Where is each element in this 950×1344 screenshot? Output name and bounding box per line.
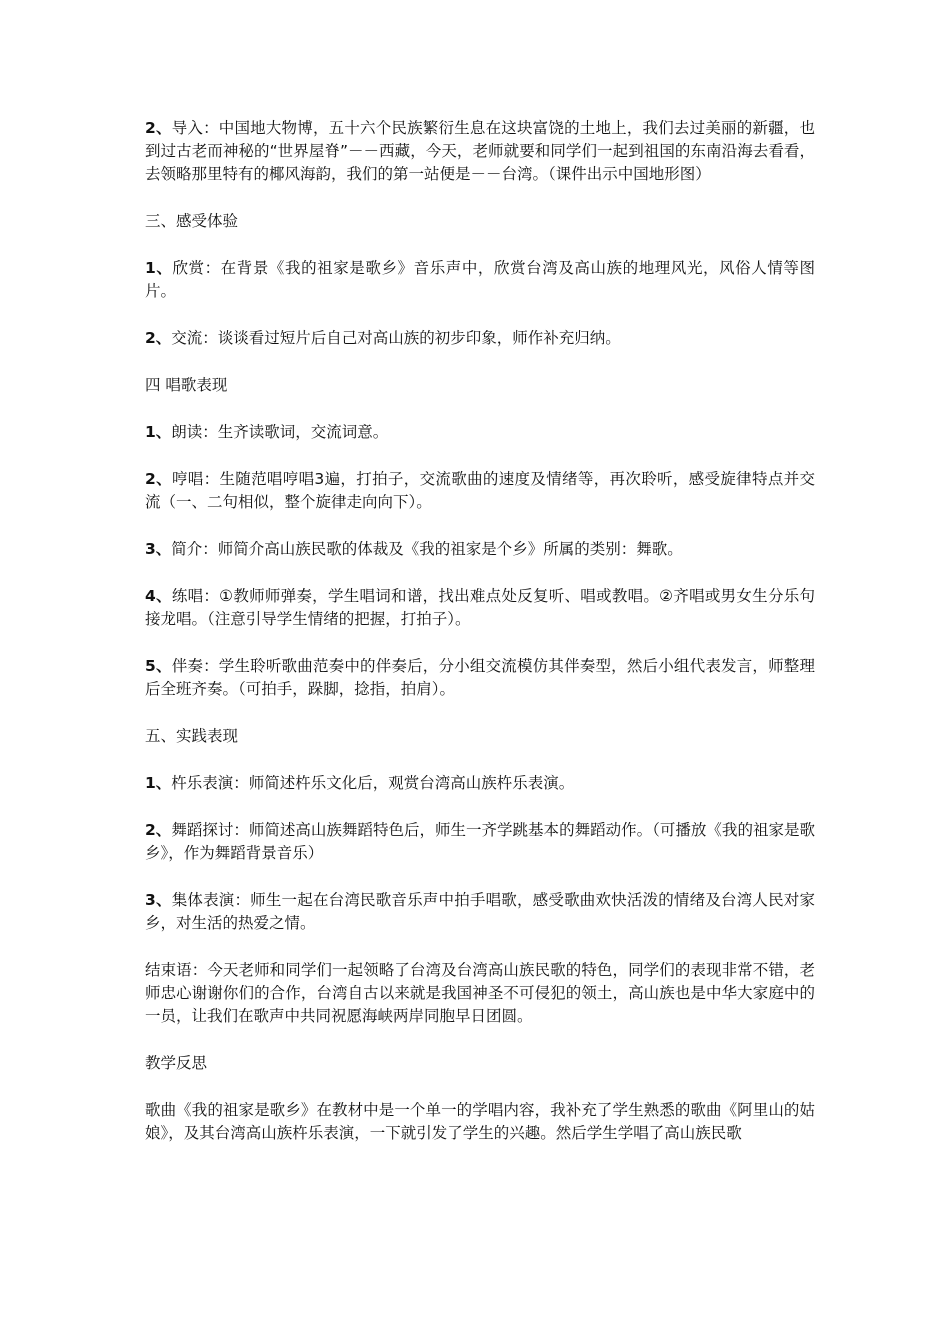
- item-number: 2、: [145, 470, 172, 488]
- item-number: 1、: [145, 259, 173, 277]
- paragraph-text: 集体表演：师生一起在台湾民歌音乐声中拍手唱歌，感受歌曲欢快活泼的情绪及台湾人民对家乡，对生活的热爱之情。: [145, 891, 815, 932]
- paragraph-text: 欣赏：在背景《我的祖家是歌乡》音乐声中，欣赏台湾及高山族的地理风光，风俗人情等图片。: [145, 259, 815, 300]
- paragraph-text: 歌曲《我的祖家是歌乡》在教材中是一个单一的学唱内容，我补充了学生熟悉的歌曲《阿里山的姑娘》，及其台湾高山族杵乐表演，一下就引发了学生的兴趣。然后学生学唱了高山族民歌: [145, 1101, 815, 1142]
- paragraph-reading: [145, 421, 815, 444]
- paragraph-text: 导入：中国地大物博，五十六个民族繁衍生息在这块富饶的土地上，我们去过美丽的新疆，也到过古老而神秘的“世界屋脊”－－西藏，今天，老师就要和同学们一起到祖国的东南沿海去看看，去领略那里特有的椰风海韵，我们的第一站便是－－台湾。（课件出示中国地形图）: [145, 119, 815, 183]
- paragraph-closing-remarks: [145, 959, 815, 1028]
- paragraph-introduction: [145, 538, 815, 561]
- paragraph-text: 杵乐表演：师简述杵乐文化后，观赏台湾高山族杵乐表演。: [171, 774, 575, 792]
- item-number: 4、: [145, 587, 172, 605]
- item-number: 2、: [145, 329, 172, 347]
- item-number: 1、: [145, 423, 172, 441]
- paragraph-practice: [145, 585, 815, 631]
- section-heading-practice: 五、实践表现: [145, 727, 239, 745]
- item-number: 1、: [145, 774, 172, 792]
- item-number: 2、: [145, 119, 172, 137]
- paragraph-text: 结束语：今天老师和同学们一起领略了台湾及台湾高山族民歌的特色，同学们的表现非常不错，老师忠心谢谢你们的合作，台湾自古以来就是我国神圣不可侵犯的领土，高山族也是中华大家庭中的一员，让我们在歌声中共同祝愿海峡两岸同胞早日团圆。: [145, 961, 815, 1025]
- paragraph-text: 舞蹈探讨：师简述高山族舞蹈特色后，师生一齐学跳基本的舞蹈动作。（可播放《我的祖家是歌乡》，作为舞蹈背景音乐）: [145, 821, 815, 862]
- paragraph-text: 交流：谈谈看过短片后自己对高山族的初步印象，师作补充归纳。: [171, 329, 621, 347]
- item-number: 2、: [145, 821, 172, 839]
- paragraph-text: 简介：师简介高山族民歌的体裁及《我的祖家是个乡》所属的类别：舞歌。: [171, 540, 683, 558]
- item-number: 5、: [145, 657, 172, 675]
- item-number: 3、: [145, 540, 172, 558]
- section-heading-experience: 三、感受体验: [145, 212, 239, 230]
- paragraph-pestle-music: [145, 772, 815, 795]
- paragraph-text: 哼唱：生随范唱哼唱3遍，打拍子，交流歌曲的速度及情绪等，再次聆听，感受旋律特点并交流（一、二句相似，整个旋律走向向下）。: [145, 470, 815, 511]
- paragraph-appreciate: [145, 257, 815, 303]
- document-body: [145, 117, 815, 1169]
- paragraph-text: 朗读：生齐读歌词，交流词意。: [171, 423, 389, 441]
- paragraph-humming: [145, 468, 815, 514]
- paragraph-reflection: [145, 1099, 815, 1145]
- item-number: 3、: [145, 891, 172, 909]
- paragraph-group-performance: [145, 889, 815, 935]
- paragraph-text: 练唱：①教师师弹奏，学生唱词和谱，找出难点处反复听、唱或教唱。②齐唱或男女生分乐句接龙唱。（注意引导学生情绪的把握，打拍子）。: [145, 587, 816, 628]
- paragraph-lead-in: [145, 117, 815, 186]
- paragraph-exchange: [145, 327, 815, 350]
- section-heading-singing: 四 唱歌表现: [145, 376, 228, 394]
- paragraph-dance: [145, 819, 815, 865]
- section-heading-reflection: 教学反思: [145, 1054, 208, 1072]
- paragraph-text: 伴奏：学生聆听歌曲范奏中的伴奏后，分小组交流模仿其伴奏型，然后小组代表发言，师整理后全班齐奏。（可拍手，跺脚，捻指，拍肩）。: [145, 657, 815, 698]
- paragraph-accompaniment: [145, 655, 815, 701]
